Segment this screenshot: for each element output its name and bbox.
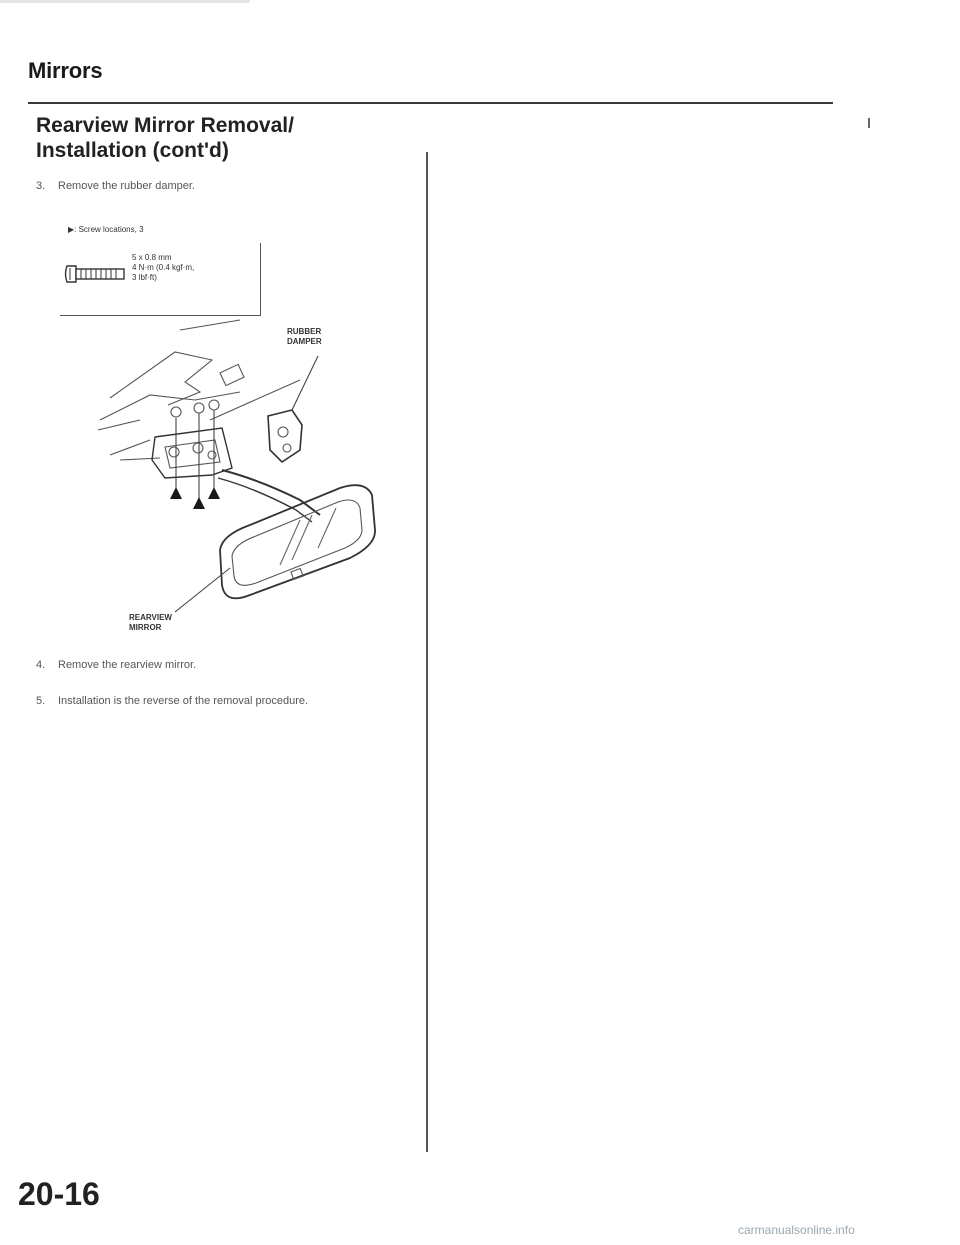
page-number: 20-16 [18, 1176, 100, 1212]
step-4 [36, 659, 196, 671]
fastener-torque-metric: 4 N·m (0.4 kgf·m, [132, 263, 195, 272]
step-text: Installation is the reverse of the removal procedure. [58, 695, 309, 707]
section-title: Mirrors [28, 58, 103, 83]
step-number: 3. [36, 180, 46, 192]
heading-line-2: Installation (cont'd) [36, 139, 229, 162]
procedure-heading [36, 113, 294, 163]
callout-line: REARVIEW [129, 613, 172, 622]
column-divider [426, 152, 428, 1152]
step-text: Remove the rearview mirror. [58, 659, 197, 671]
callout-line: MIRROR [129, 622, 162, 632]
screw-locations-note: ▶: Screw locations, 3 [68, 225, 144, 234]
watermark-text: carmanualsonline.info [738, 1223, 855, 1237]
rearview-mirror-illustration [75, 310, 405, 620]
screw-location-markers [170, 487, 220, 509]
callout-line: RUBBER [287, 327, 322, 336]
scan-edge-mark [0, 0, 250, 3]
step-number: 4. [36, 659, 46, 671]
heading-line-1: Rearview Mirror Removal/ [36, 114, 294, 137]
margin-mark [868, 118, 870, 128]
fastener-size: 5 x 0.8 mm [132, 253, 172, 262]
fastener-spec [132, 253, 194, 283]
step-5 [36, 695, 308, 707]
step-text: Remove the rubber damper. [58, 180, 195, 192]
fastener-torque-imperial: 3 lbf·ft) [132, 273, 157, 282]
screw-icon [64, 263, 128, 285]
title-rule [28, 102, 833, 104]
step-number: 5. [36, 695, 46, 707]
callout-line: DAMPER [287, 336, 322, 346]
step-3 [36, 180, 195, 192]
